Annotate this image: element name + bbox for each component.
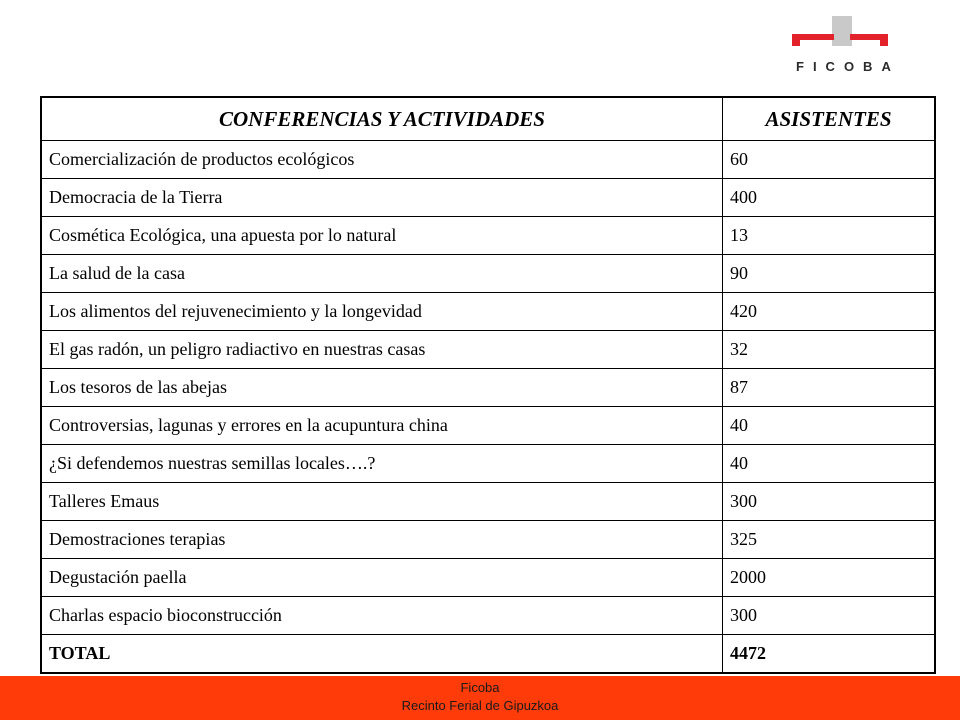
activity-name: Charlas espacio bioconstrucción: [41, 597, 723, 635]
table-row: [41, 217, 935, 255]
attendee-count: 32: [723, 331, 936, 369]
attendee-count: 325: [723, 521, 936, 559]
table-row: [41, 293, 935, 331]
attendee-count: 300: [723, 597, 936, 635]
activity-name: Talleres Emaus: [41, 483, 723, 521]
table-row: [41, 407, 935, 445]
table-row: [41, 141, 935, 179]
activity-name: Los alimentos del rejuvenecimiento y la longevidad: [41, 293, 723, 331]
total-label: TOTAL: [41, 635, 723, 674]
activity-name: El gas radón, un peligro radiactivo en nuestras casas: [41, 331, 723, 369]
activity-name: Cosmética Ecológica, una apuesta por lo natural: [41, 217, 723, 255]
activity-name: Controversias, lagunas y errores en la acupuntura china: [41, 407, 723, 445]
attendee-count: 420: [723, 293, 936, 331]
attendee-count: 90: [723, 255, 936, 293]
footer-title: Ficoba: [460, 680, 500, 695]
activity-name: Demostraciones terapias: [41, 521, 723, 559]
total-value: 4472: [723, 635, 936, 674]
attendee-count: 87: [723, 369, 936, 407]
table-row: [41, 445, 935, 483]
ficoba-logo: [790, 14, 900, 76]
attendee-count: 40: [723, 445, 936, 483]
attendee-count: 300: [723, 483, 936, 521]
activity-name: Comercialización de productos ecológicos: [41, 141, 723, 179]
activity-name: Degustación paella: [41, 559, 723, 597]
activity-name: Los tesoros de las abejas: [41, 369, 723, 407]
table-row: [41, 521, 935, 559]
header-attendees: ASISTENTES: [723, 97, 936, 141]
footer-subtitle: Recinto Ferial de Gipuzkoa: [401, 698, 559, 713]
attendee-count: 13: [723, 217, 936, 255]
total-row: [41, 635, 935, 674]
attendee-count: 40: [723, 407, 936, 445]
conferences-table: [40, 96, 936, 674]
table-row: [41, 483, 935, 521]
activity-name: La salud de la casa: [41, 255, 723, 293]
activity-name: Democracia de la Tierra: [41, 179, 723, 217]
table-row: [41, 369, 935, 407]
table-row: [41, 179, 935, 217]
table-row: [41, 331, 935, 369]
attendee-count: 400: [723, 179, 936, 217]
footer-bar: [0, 676, 960, 720]
logo-wordmark: FICOBA: [796, 59, 900, 74]
header-activities: CONFERENCIAS Y ACTIVIDADES: [41, 97, 723, 141]
table-row: [41, 597, 935, 635]
activity-name: ¿Si defendemos nuestras semillas locales….?: [41, 445, 723, 483]
attendee-count: 2000: [723, 559, 936, 597]
table-row: [41, 255, 935, 293]
table-header-row: [41, 97, 935, 141]
attendee-count: 60: [723, 141, 936, 179]
ficoba-logo-mark: [790, 14, 890, 58]
table-row: [41, 559, 935, 597]
